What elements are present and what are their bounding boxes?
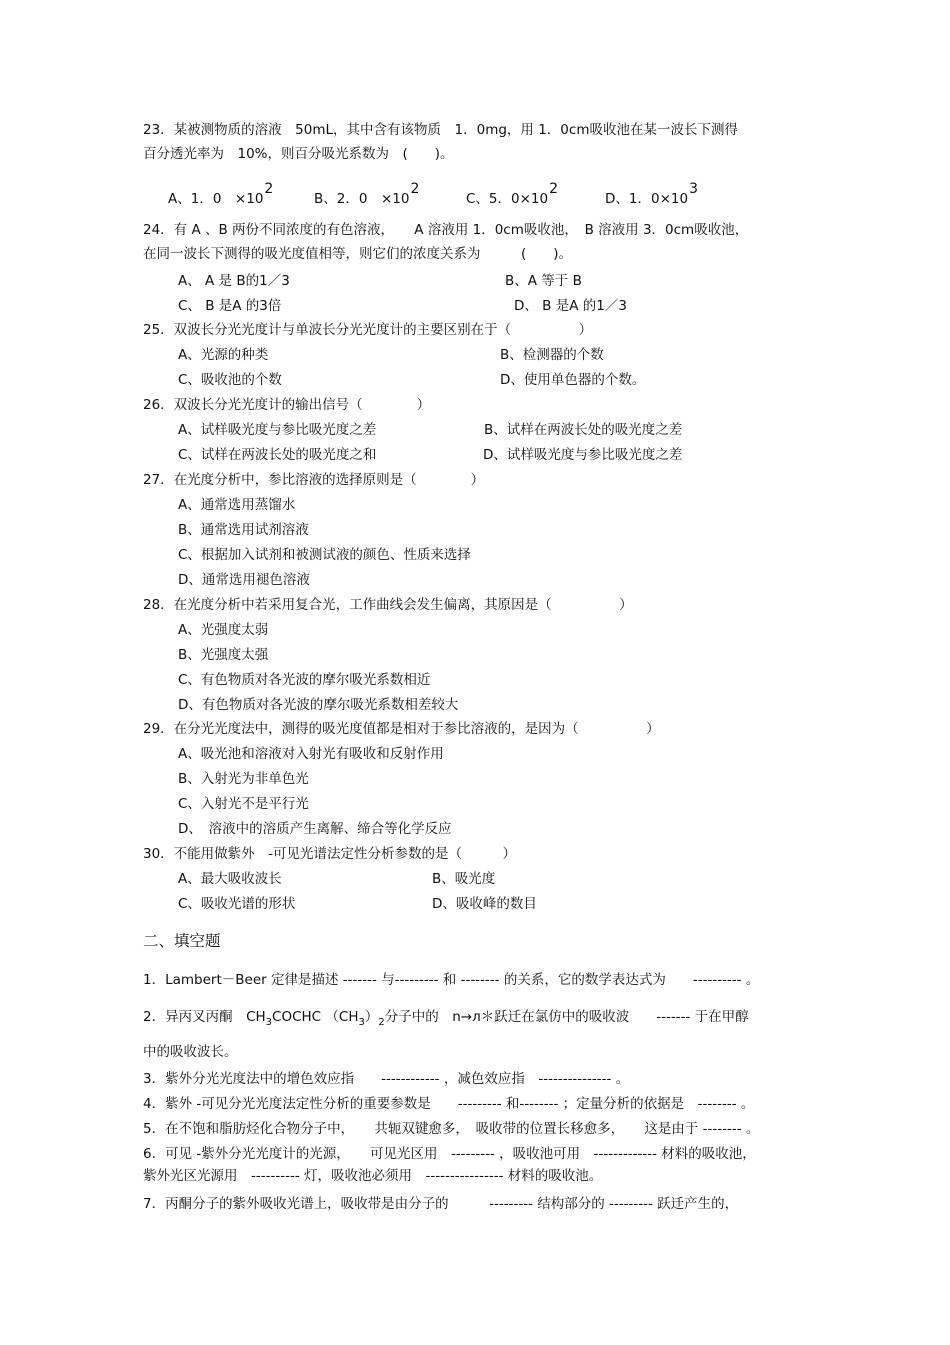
q25-option-d: D、使用单色器的个数。 xyxy=(500,372,646,388)
q25-option-b: B、检测器的个数 xyxy=(500,347,604,363)
fill-q3: 3．紫外分光光度法中的增色效应指 ------------ ，减色效应指 --------------- 。 xyxy=(143,1071,630,1087)
fill-q6-line2: 紫外光区光源用 ---------- 灯，吸收池必须用 ---------------- 材料的吸收池。 xyxy=(143,1168,603,1184)
q24-option-d: D、 B 是A 的1／3 xyxy=(514,298,627,314)
section-heading-fill-in: 二、填空题 xyxy=(143,932,221,950)
q24-line1: 24．有 A 、B 两份不同浓度的有色溶液， A 溶液用 1．0cm吸收池， B 溶液用 3．0cm吸收池， xyxy=(143,222,749,238)
q29-option-b: B、入射光为非单色光 xyxy=(178,771,309,787)
q28-option-a: A、光强度太弱 xyxy=(178,622,269,638)
fill-q2-line1: 2．异丙叉丙酮 $CH_3COCHC$ $(CH_3)_2$分子中的 n→л＊跃迁在氯仿中的吸收波 ------- 于在甲醇 xyxy=(143,1009,749,1028)
q25-stem: 25．双波长分光光度计与单波长分光光度计的主要区别在于（ ） xyxy=(143,322,593,338)
q26-option-d: D、试样吸光度与参比吸光度之差 xyxy=(483,447,683,463)
q26-option-b: B、试样在两波长处的吸光度之差 xyxy=(484,422,683,438)
q30-stem: 30．不能用做紫外 -可见光谱法定性分析参数的是（ ） xyxy=(143,846,517,862)
q28-option-b: B、光强度太强 xyxy=(178,647,269,663)
q23-option-d: D、1．0×103 xyxy=(605,181,698,207)
q23-option-c: C、5．0×102 xyxy=(466,181,559,207)
q30-option-a: A、最大吸收波长 xyxy=(178,871,282,887)
q30-option-c: C、吸收光谱的形状 xyxy=(178,896,296,912)
q25-option-c: C、吸收池的个数 xyxy=(178,372,282,388)
q24-line2: 在同一波长下测得的吸光度值相等，则它们的浓度关系为 ( )。 xyxy=(143,246,573,262)
q23-line1: 23．某被测物质的溶液 50mL，其中含有该物质 1．0mg，用 1．0cm吸收池在某一波长下测得 xyxy=(143,122,738,138)
q29-option-c: C、入射光不是平行光 xyxy=(178,796,309,812)
q25-option-a: A、光源的种类 xyxy=(178,347,269,363)
q24-option-b: B、A 等于 B xyxy=(505,273,582,289)
q28-option-c: C、有色物质对各光波的摩尔吸光系数相近 xyxy=(178,672,431,688)
q29-option-a: A、吸光池和溶液对入射光有吸收和反射作用 xyxy=(178,746,444,762)
fill-q4: 4．紫外 -可见分光光度法定性分析的重要参数是 --------- 和-------- ；定量分析的依据是 -------- 。 xyxy=(143,1096,755,1112)
fill-q5: 5．在不饱和脂肪烃化合物分子中， 共轭双键愈多， 吸收带的位置长移愈多， 这是由于 -------- 。 xyxy=(143,1121,760,1137)
q24-option-a: A、 A 是 B的1／3 xyxy=(178,273,290,289)
fill-q7: 7．丙酮分子的紫外吸收光谱上，吸收带是由分子的 --------- 结构部分的 --------- 跃迁产生的， xyxy=(143,1196,739,1212)
q26-stem: 26．双波长分光光度计的输出信号（ ） xyxy=(143,397,431,413)
q24-option-c: C、 B 是A 的3倍 xyxy=(178,298,282,314)
q26-option-a: A、试样吸光度与参比吸光度之差 xyxy=(178,422,377,438)
q23-line2: 百分透光率为 10%，则百分吸光系数为 ( )。 xyxy=(143,146,454,162)
q27-option-d: D、通常选用褪色溶液 xyxy=(178,572,310,588)
fill-q2-line2: 中的吸收波长。 xyxy=(143,1044,238,1060)
q28-stem: 28．在光度分析中若采用复合光，工作曲线会发生偏离，其原因是（ ） xyxy=(143,597,633,613)
q23-option-b: B、2．0 ×102 xyxy=(314,181,420,207)
fill-q6-line1: 6．可见 -紫外分光光度计的光源， 可见光区用 --------- ，吸收池可用 ------------- 材料的吸收池， xyxy=(143,1146,756,1162)
q27-stem: 27．在光度分析中，参比溶液的选择原则是（ ） xyxy=(143,472,485,488)
q27-option-b: B、通常选用试剂溶液 xyxy=(178,522,309,538)
q30-option-d: D、吸收峰的数目 xyxy=(432,896,537,912)
q23-option-a: A、1．0 ×102 xyxy=(168,181,274,207)
q27-option-c: C、根据加入试剂和被测试液的颜色、性质来选择 xyxy=(178,547,471,563)
q30-option-b: B、吸光度 xyxy=(432,871,496,887)
q26-option-c: C、试样在两波长处的吸光度之和 xyxy=(178,447,377,463)
q29-stem: 29．在分光光度法中，测得的吸光度值都是相对于参比溶液的，是因为（ ） xyxy=(143,721,660,737)
q27-option-a: A、通常选用蒸馏水 xyxy=(178,497,296,513)
q28-option-d: D、有色物质对各光波的摩尔吸光系数相差较大 xyxy=(178,697,459,713)
q29-option-d: D、 溶液中的溶质产生离解、缔合等化学反应 xyxy=(178,821,452,837)
fill-q1: 1．Lambert－Beer 定律是描述 ------- 与--------- 和 -------- 的关系，它的数学表达式为 ---------- 。 xyxy=(143,972,760,988)
